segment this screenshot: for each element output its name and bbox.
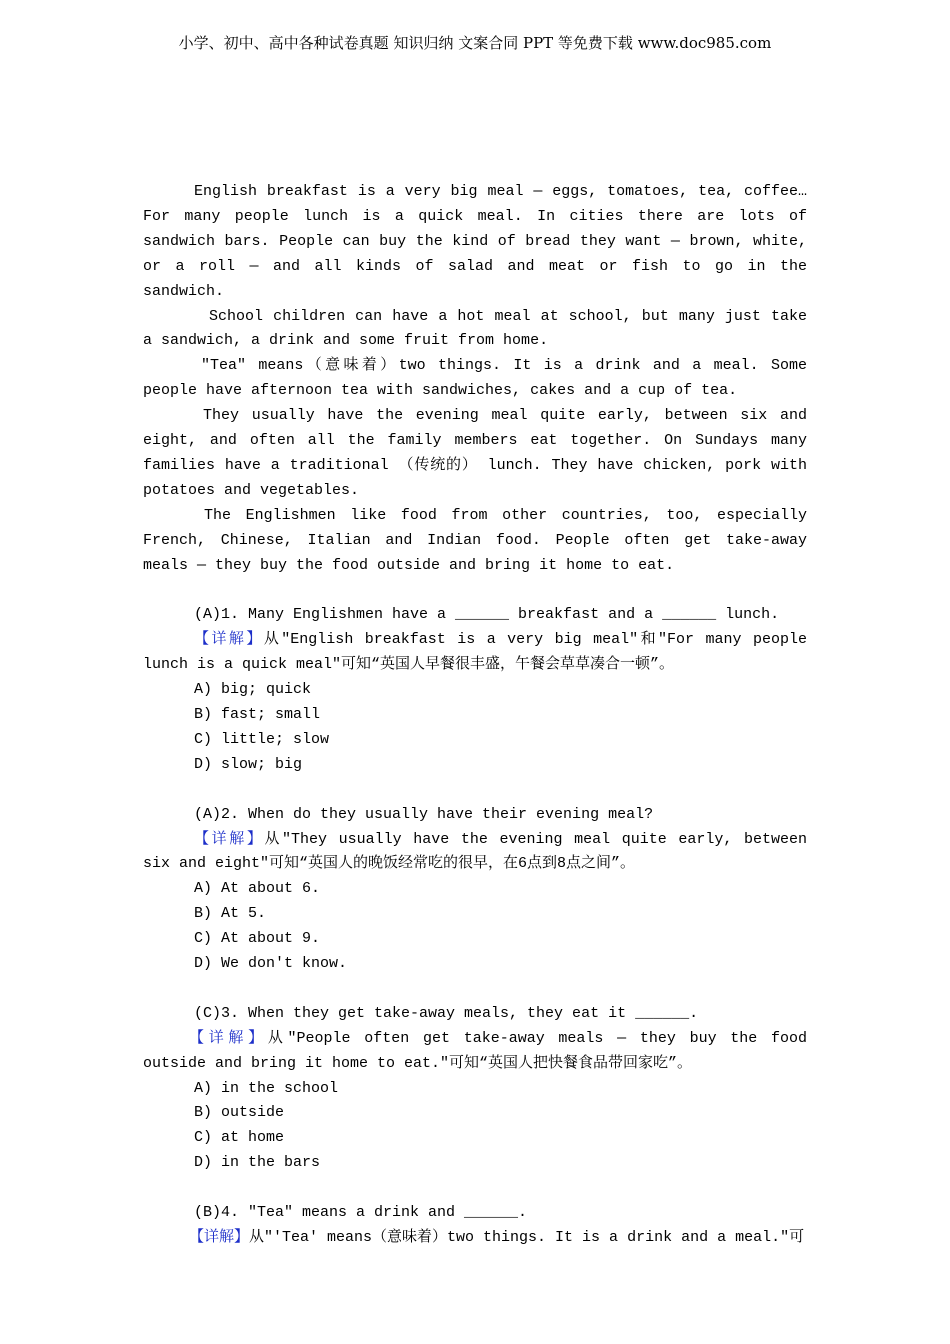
question-detail [143,628,807,678]
detail-text: 从"English breakfast is a very big meal"和"For many people lunch is a quick meal"可知“英国人早餐很丰盛，午餐会草草凑合一顿”。 [143,631,807,674]
detail-text: 从"'Tea' means（意味着）two things. It is a drink and a meal."可 [249,1229,805,1246]
answer-option: D) We don't know. [194,955,348,973]
answer-option: B) fast; small [194,706,321,724]
spacer [143,579,807,604]
question-block [143,803,807,977]
answer-option: C) At about 9. [194,930,321,948]
passage-paragraph: School children can have a hot meal at school, but many just take a sandwich, a drink and some fruit from home. [143,307,807,350]
question-stem: (A)1. Many Englishmen have a ______ breakfast and a ______ lunch. [194,606,780,624]
spacer [143,1176,807,1201]
detail-tag: 【详解】 [189,1029,268,1047]
question-detail [143,828,807,878]
detail-tag: 【详解】 [194,830,265,848]
question-detail [143,1226,807,1251]
question-block [143,1002,807,1176]
page-header: 小学、初中、高中各种试卷真题 知识归纳 文案合同 PPT 等免费下载 www.doc985.com [178,34,772,52]
answer-option: B) At 5. [194,905,267,923]
detail-tag: 【详解】 [189,1229,250,1246]
question-stem: (C)3. When they get take-away meals, they eat it ______. [194,1004,699,1022]
question-stem: (B)4. "Tea" means a drink and ______. [194,1204,528,1222]
answer-option: A) At about 6. [194,880,321,898]
passage-paragraph: They usually have the evening meal quite early, between six and eight, and often all the family members eat together. On Sundays many families have a traditional （传统的） lunch. They have chicken, pork with potatoes and vegetables. [143,407,807,499]
answer-option: C) at home [194,1129,285,1147]
answer-option: A) in the school [194,1079,339,1097]
spacer [143,778,807,803]
spacer [143,977,807,1002]
passage-paragraph: English breakfast is a very big meal — eggs, tomatoes, tea, coffee… For many people lunch is a quick meal. In cities there are lots of sandwich bars. People can buy the kind of bread they want — brown, white, or a roll — and all kinds of salad and meat or fish to go in the sandwich. [143,183,807,300]
answer-option: A) big; quick [194,681,312,699]
document-body [143,180,807,1251]
question-stem: (A)2. When do they usually have their evening meal? [194,805,654,823]
answer-option: D) in the bars [194,1154,321,1172]
detail-text: 从"They usually have the evening meal quite early, between six and eight"可知“英国人的晚饭经常吃的很早，在6点到8点之间”。 [143,830,807,873]
detail-text: 从"People often get take-away meals — they buy the food outside and bring it home to eat."可知“英国人把快餐食品带回家吃”。 [143,1029,807,1072]
detail-tag: 【详解】 [194,631,264,649]
answer-option: B) outside [194,1104,285,1122]
question-block [143,603,807,777]
question-detail [143,1027,807,1077]
passage-paragraph: The Englishmen like food from other countries, too, especially French, Chinese, Italian and Indian food. People often get take-away meals — they buy the food outside and bring it home to eat. [143,506,807,574]
reading-passage [143,180,807,579]
question-block [143,1201,807,1251]
answer-option: C) little; slow [194,730,330,748]
answer-option: D) slow; big [194,755,303,773]
passage-paragraph: "Tea" means（意味着）two things. It is a drink and a meal. Some people have afternoon tea with sandwiches, cakes and a cup of tea. [143,357,807,400]
